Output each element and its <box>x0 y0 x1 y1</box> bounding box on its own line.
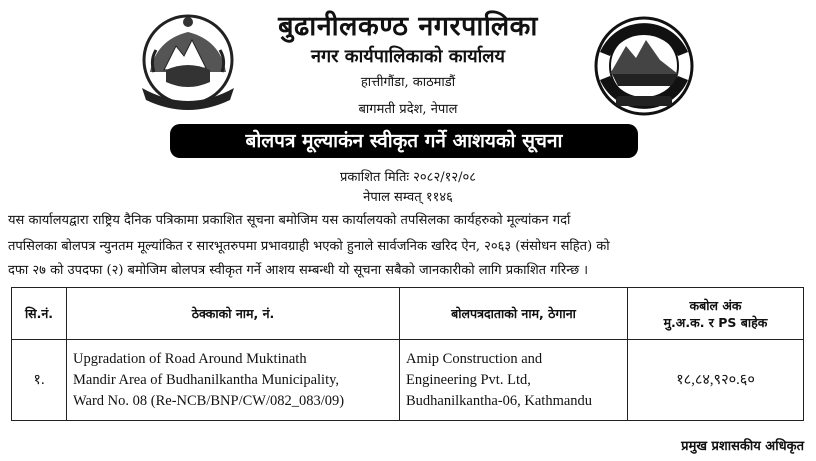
bidder-line: Engineering Pvt. Ltd, <box>406 371 531 388</box>
bid-table <box>11 287 804 421</box>
header-amount-line2: मु.अ.क. र PS बाहेक <box>663 314 768 330</box>
office-name: नगर कार्यपालिकाको कार्यालय <box>311 46 505 67</box>
org-name: बुढानीलकण्ठ नगरपालिका <box>278 11 538 42</box>
header-amount <box>628 288 804 340</box>
bidder-line: Amip Construction and <box>406 350 543 367</box>
header-bidder: बोलपत्रदाताको नाम, ठेगाना <box>400 288 628 340</box>
body-text-line: यस कार्यालयद्वारा राष्ट्रिय दैनिक पत्रिकामा प्रकाशित सूचना बमोजिम यस कार्यालयको तपसिलका कार्यहरुको मूल्यांकन गर्दा <box>8 213 571 228</box>
address-line-2: बागमती प्रदेश, नेपाल <box>358 102 458 117</box>
header-contract: ठेक्काको नाम, नं. <box>67 288 400 340</box>
cell-sn: १. <box>12 340 67 421</box>
contract-line: Ward No. 08 (Re-NCB/BNP/CW/082_083/09) <box>73 392 345 409</box>
header-amount-line1: कबोल अंक <box>689 297 742 313</box>
body-text-line: दफा २७ को उपदफा (२) बमोजिम बोलपत्र स्वीकृत गर्ने आशय सम्बन्धी यो सूचना सबैको जानकारीको लागि प्रकाशित गरिन्छ । <box>8 263 589 278</box>
address-line-1: हात्तीगौंडा, काठमाडौं <box>360 75 456 90</box>
nepal-sambat-date: नेपाल सम्वत् ११४६ <box>363 190 453 205</box>
body-text-line: तपसिलका बोलपत्र न्युनतम मूल्यांकित र सारभूतरुपमा प्रभावग्राही भएको हुनाले सार्वजनिक खरिद ऐन, २०६३ (संसोधन सहित) को <box>8 239 610 254</box>
table-header-row <box>12 288 804 340</box>
published-date: प्रकाशित मितिः २०८२/१२/०८ <box>339 170 476 185</box>
bidder-line: Budhanilkantha-06, Kathmandu <box>406 392 593 409</box>
cell-amount: १८,८४,९२०.६० <box>628 340 804 421</box>
table-row <box>12 340 804 421</box>
header-sn: सि.नं. <box>12 288 67 340</box>
cell-contract <box>67 340 400 421</box>
notice-title: बोलपत्र मूल्याकंन स्वीकृत गर्ने आशयको सूचना <box>170 124 638 158</box>
signatory-title: प्रमुख प्रशासकीय अधिकृत <box>681 439 804 454</box>
contract-line: Mandir Area of Budhanilkantha Municipality, <box>73 371 340 388</box>
contract-line: Upgradation of Road Around Muktinath <box>73 350 307 367</box>
cell-bidder <box>400 340 628 421</box>
